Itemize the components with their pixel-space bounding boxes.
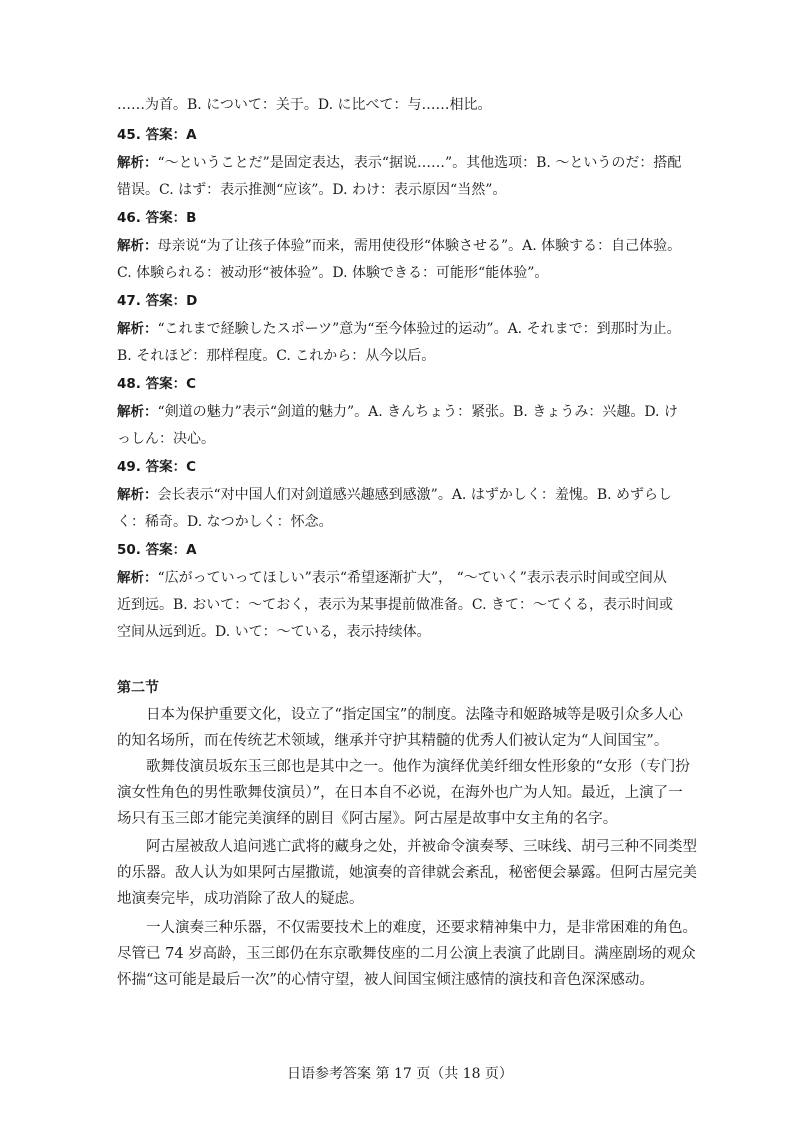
analysis-46-line-1: [117, 236, 687, 256]
passage-line: 场只有玉三郎才能完美演绎的剧目《阿古屋》。阿古屋是故事中女主角的名字。: [117, 811, 618, 827]
analysis-48-line-1: [117, 402, 687, 422]
analysis-label: 解析：: [117, 155, 158, 171]
passage-paragraph-1: [117, 702, 687, 754]
answer-heading-48: 48. 答案：C: [117, 376, 197, 392]
passage-line: 阿古屋被敌人追问逃亡武将的藏身之处，并被命令演奏琴、三味线、胡弓三种不同类型: [146, 839, 697, 855]
answer-heading-45: 45. 答案：A: [117, 127, 197, 143]
analysis-text: “剣道の魅力”表示“剑道的魅力”。A. きんちょう：紧张。B. きょうみ：兴趣。D. け: [157, 404, 678, 420]
answer-heading-50: 50. 答案：A: [117, 542, 197, 558]
analysis-50-line-1: [117, 568, 687, 588]
page-footer: 日语参考答案 第 17 页（共 18 页）: [287, 1066, 513, 1082]
passage-line: 怀揣“这可能是最后一次”的心情守望，被人间国宝倾注感情的演技和音色深深感动。: [117, 972, 654, 988]
answer-heading-46: 46. 答案：B: [117, 210, 197, 226]
analysis-text: “～ということだ”是固定表达，表示“据说……”。其他选项：B. ～というのだ：搭配: [157, 155, 682, 171]
analysis-label: 解析：: [117, 321, 158, 337]
passage-line: 尽管已 74 岁高龄，玉三郎仍在东京歌舞伎座的二月公演上表演了此剧目。满座剧场的观众: [117, 946, 696, 962]
analysis-label: 解析：: [117, 570, 158, 586]
analysis-47-line-2: B. それほど：那样程度。C. これから：从今以后。: [117, 348, 436, 364]
answer-heading-47: 47. 答案：D: [117, 293, 198, 309]
passage-line: 的乐器。敌人认为如果阿古屋撒谎，她演奏的音律就会紊乱，秘密便会暴露。但阿古屋完美: [117, 865, 697, 881]
passage-paragraph-2: [117, 754, 690, 832]
analysis-45-line-1: [117, 153, 687, 173]
analysis-46-line-2: C. 体験られる：被动形“被体验”。D. 体験できる：可能形“能体验”。: [117, 265, 549, 281]
passage-line: 一人演奏三种乐器，不仅需要技术上的难度，还要求精神集中力，是非常困难的角色。: [146, 920, 697, 936]
analysis-50-line-3: 空间从远到近。D. いて：～ている，表示持续体。: [117, 624, 431, 640]
analysis-50-line-2: 近到远。B. おいて：～ておく，表示为某事提前做准备。C. きて：～てくる，表示时间或: [117, 597, 674, 613]
analysis-label: 解析：: [117, 238, 158, 254]
passage-line: 日本为保护重要文化，设立了“指定国宝”的制度。法隆寺和姬路城等是吸引众多人心: [146, 707, 683, 723]
continued-analysis-line: ……为首。B. について：关于。D. に比べて：与……相比。: [117, 97, 492, 113]
analysis-text: 母亲说“为了让孩子体验”而来，需用使役形“体験させる”。A. 体験する：自己体验。: [157, 238, 682, 254]
analysis-label: 解析：: [117, 487, 158, 503]
passage-line: 地演奏完毕，成功消除了敌人的疑虑。: [117, 891, 364, 907]
analysis-49-line-2: く：稀奇。D. なつかしく：怀念。: [117, 514, 333, 530]
analysis-45-line-2: 错误。C. はず：表示推测“应该”。D. わけ：表示原因“当然”。: [117, 182, 507, 198]
passage-paragraph-4: [117, 915, 697, 993]
analysis-label: 解析：: [117, 404, 158, 420]
passage-line: 的知名场所，而在传统艺术领域，继承并守护其精髓的优秀人们被认定为“人间国宝”。: [117, 733, 669, 749]
analysis-text: 会长表示“对中国人们对剑道感兴趣感到感激”。A. はずかしく：羞愧。B. めずらし: [157, 487, 673, 503]
passage-line: 演女性角色的男性歌舞伎演员）”，在日本自不必说，在海外也广为人知。最近，上演了一: [117, 785, 683, 801]
analysis-text: “これまで経験したスポーツ”意为“至今体验过的运动”。A. それまで：到那时为止。: [157, 321, 681, 337]
analysis-text: “広がっていってほしい”表示“希望逐渐扩大”， “～ていく”表示表示时间或空间从: [157, 570, 667, 586]
passage-paragraph-3: [117, 834, 697, 912]
analysis-47-line-1: [117, 319, 687, 339]
analysis-49-line-1: [117, 485, 687, 505]
answer-heading-49: 49. 答案：C: [117, 459, 197, 475]
passage-line: 歌舞伎演员坂东玉三郎也是其中之一。他作为演绎优美纤细女性形象的“女形（专门扮: [146, 759, 690, 775]
section-title: 第二节: [117, 680, 159, 696]
analysis-48-line-2: っしん：决心。: [117, 431, 215, 447]
